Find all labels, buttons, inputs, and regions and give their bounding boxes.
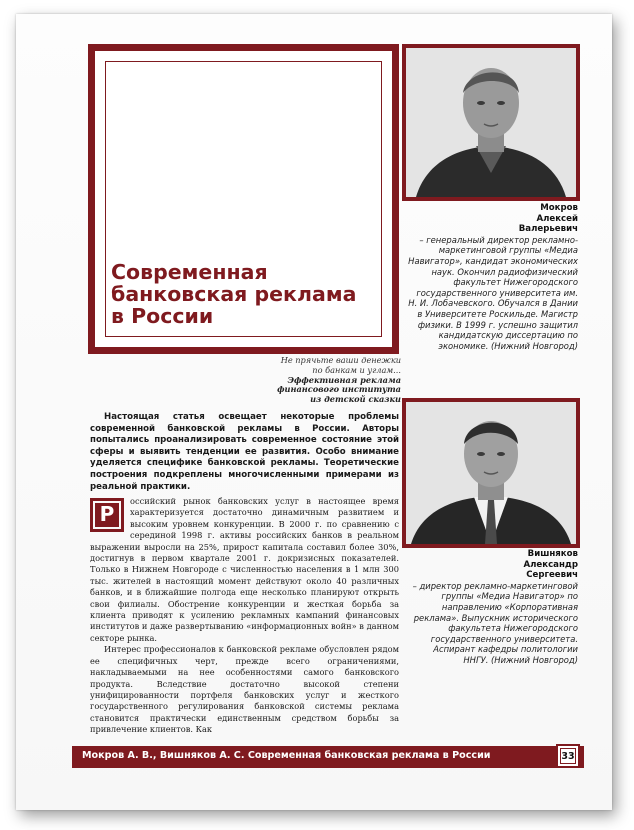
title-frame [88,44,399,354]
epigraph-source: Эффективная реклама [287,374,401,385]
page-number: 33 [560,748,576,764]
body-paragraph: оссийский рынок банковских услуг в настоящее время характеризуется достаточно динамичным развитием и высоким уровнем конкуренции. В 2000 г. по сравнению с серединой 1998 г. активы российских банков в реальном выражении выросли на 25%, прирост капитала составил более 30%, достигнув в первом квартале 2001 г. докризисных показателей. Только в Нижнем Новгороде с численностью населения в 1 млн 300 тыс. жителей в настоящий момент действуют около 40 различных банков, и в ближайшие полгода еще несколько планируют открыть свои филиалы. Обострение конкуренции и жесткая борьба за клиента приводят к усилению рекламных кампаний финансовых институтов и даже развертыванию «информационных войн» в данном секторе рынка. [90,496,399,643]
portrait-image [406,48,576,197]
article-title: Современная банковская реклама в России [111,260,357,328]
article-abstract: Настоящая статья освещает некоторые проблемы современной банковской рекламы в России. Авторы попытались проанализировать современное состояние этой сферы и выявить тенденции ее развития. Особо внимание уделяется специфике банковской рекламы. Теоретические построения подкреплены многочисленными примерами из реальной практики. [90,412,399,492]
author-photo-vishnyakov [402,398,580,548]
epigraph-source: финансового института [277,384,401,395]
author-bio-mokrov [408,203,578,351]
article-body [90,496,399,736]
epigraph-source: из детской сказки [310,394,401,405]
drop-cap [90,498,124,532]
page-number-box [556,744,580,768]
journal-page [16,14,612,810]
author-firstname: Алексей [536,213,578,224]
epigraph [216,356,401,405]
author-firstname: Александр [523,559,578,570]
author-patronymic: Валерьевич [518,224,578,235]
epigraph-line: по банкам и углам... [312,364,401,375]
footer-citation: Мокров А. В., Вишняков А. С. Современная банковская реклама в России [82,750,491,761]
author-bio-text: – директор рекламно-маркетинговой группы «Медиа Навигатор» по направлению «Корпоративная реклама». Выпускник исторического факультета Нижегородского государственного университета. Аспирант кафедры политологии ННГУ. (Нижний Новгород) [412,580,578,665]
author-patronymic: Сергеевич [526,570,578,581]
author-photo-mokrov [402,44,580,201]
epigraph-line: Не прячьте ваши денежки [280,355,401,365]
author-bio-text: – генеральный директор рекламно-маркетинговой группы «Медиа Навигатор», кандидат экономических наук. Окончил радиофизический факультет Нижегородского государственного университета им. Н. И. Лобачевского. Обучался в Дании в Университете Роскильде. Магистр физики. В 1999 г. успешно защитил кандидатскую диссертацию по экономике. (Нижний Новгород) [408,234,578,351]
author-bio-vishnyakov [408,549,578,666]
author-surname: Мокров [540,203,578,213]
portrait-image [406,402,576,544]
drop-cap-letter: Р [95,503,119,527]
body-paragraph: Интерес профессионалов к банковской рекламе обусловлен рядом ее специфичных черт, прежде всего ограничениями, накладываемыми на нее особенностями самого банковского продукта. Вследствие достаточно высокой степени унифицированности портфеля банковских услуг и жесткого государственного регулирования банковской системы реклама становится практически единственным средством борьбы за привлечение клиентов. Как [90,644,399,735]
author-surname: Вишняков [527,549,578,559]
footer-bar [72,746,584,768]
